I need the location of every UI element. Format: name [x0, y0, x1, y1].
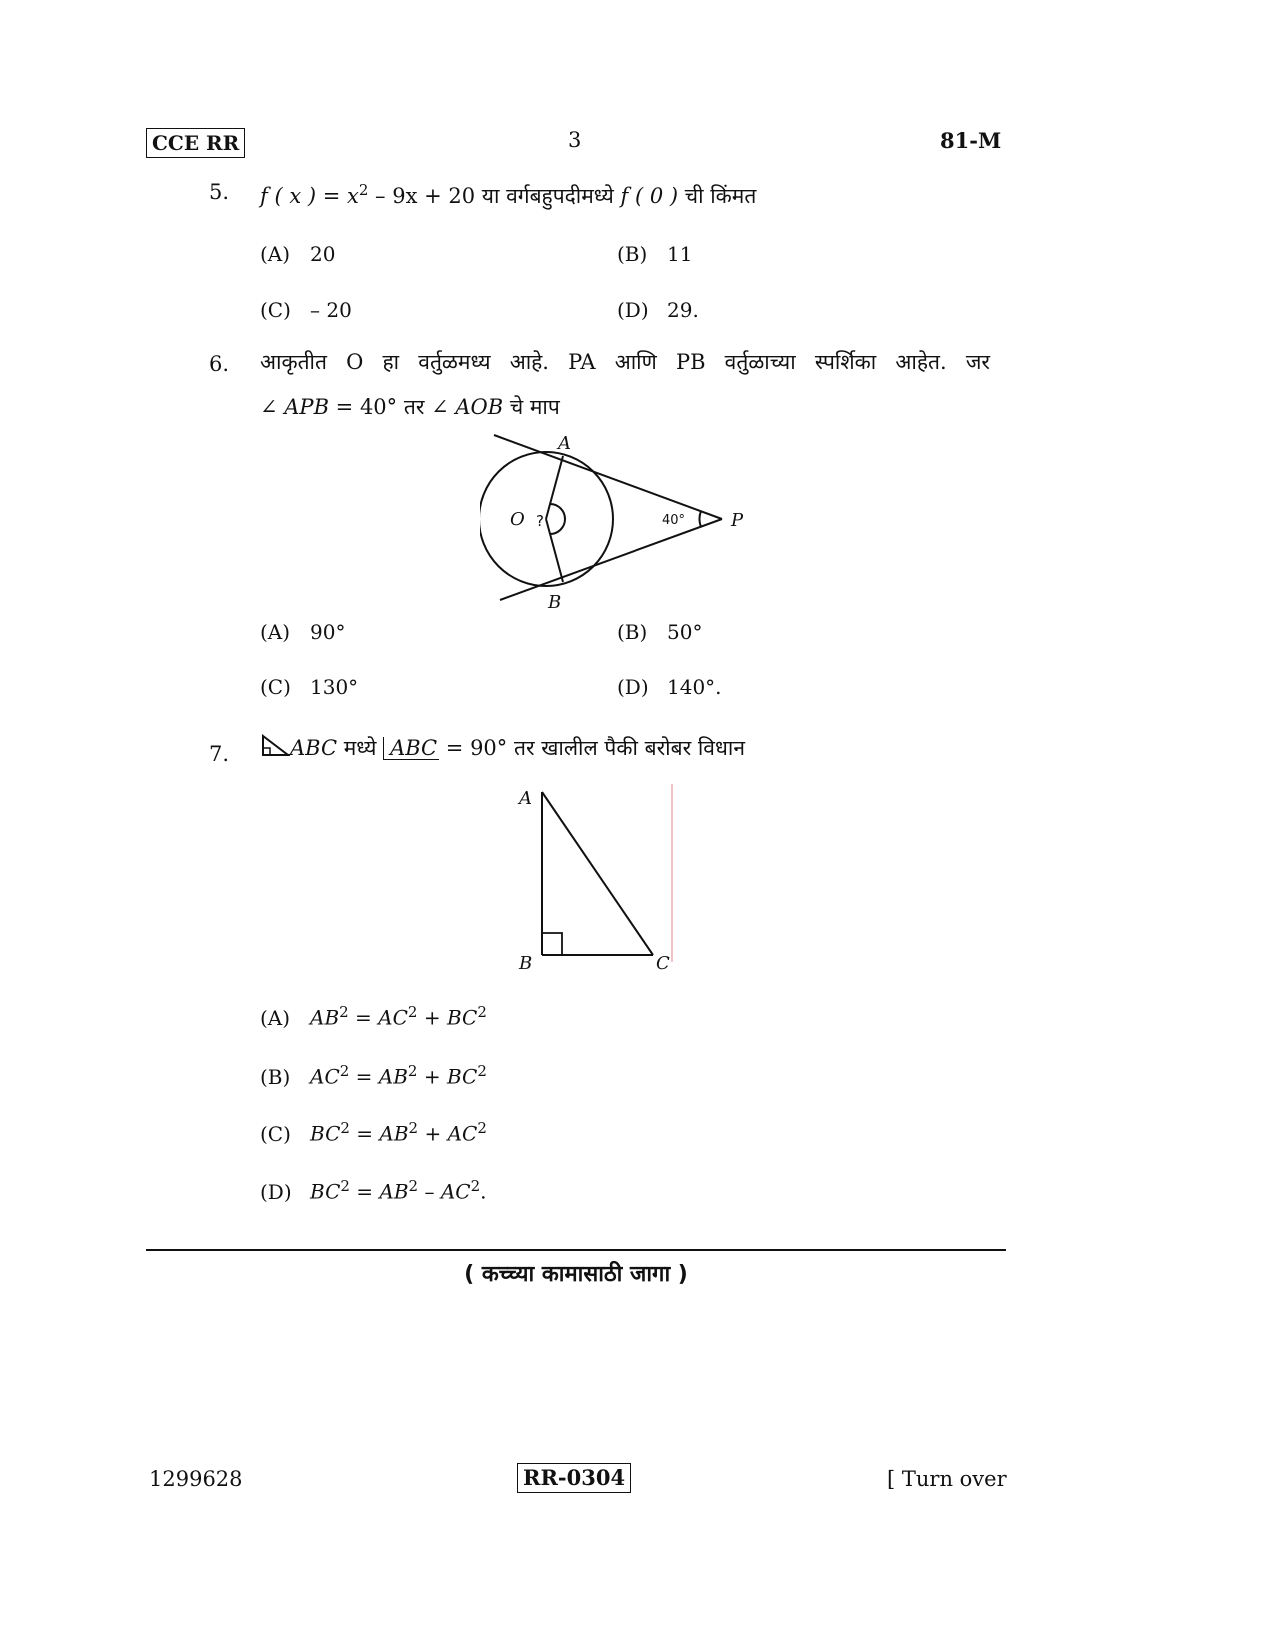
label-p: P: [731, 510, 744, 531]
q7-text: [260, 733, 745, 763]
q7-number: 7.: [209, 742, 230, 766]
q7-option-a: (A) $AB^2 = AC^2 + BC^2$: [260, 1003, 487, 1030]
q6-option-c: (C) 130°: [260, 675, 359, 699]
tangent-pa: [494, 435, 722, 519]
right-angle-mark: [542, 933, 562, 955]
q7-option-b: (B) $AC^2 = AB^2 + BC^2$: [260, 1062, 487, 1089]
header-code: CCE RR: [146, 128, 245, 158]
separator-rule: [146, 1249, 1006, 1251]
q5-text: [260, 175, 756, 211]
q5-sup: 2: [358, 181, 369, 199]
q5-text-end: ची किंमत: [678, 184, 757, 208]
footer-paper-code: RR-0304: [517, 1463, 631, 1493]
q6-text-line2: [260, 392, 560, 422]
q6-number: 6.: [209, 352, 230, 376]
angle-arc-o: [550, 504, 565, 534]
q6-text-mid: = 40° तर: [329, 395, 432, 419]
q6-circle-tangent-figure: [480, 425, 760, 610]
q7-option-c: (C) $BC^2 = AB^2 + AC^2$: [260, 1119, 487, 1146]
q7-angle-abc: ABC: [383, 737, 439, 760]
paper-code: 81-M: [940, 128, 1002, 153]
q5-option-c: (C) – 20: [260, 298, 352, 322]
label-a: A: [519, 788, 532, 809]
label-o: O: [510, 509, 525, 530]
q6-angle-aob: ∠ AOB: [431, 395, 504, 419]
side-ac: [542, 792, 653, 955]
q7-option-d: (D) $BC^2 = AB^2 - AC^2$.: [260, 1177, 487, 1204]
turn-over-label: [ Turn over: [887, 1467, 1007, 1491]
q7-triangle-name: ABC: [290, 736, 338, 760]
triangle-icon: [260, 734, 290, 758]
angle-arc-p: [699, 511, 701, 527]
q6-option-b: (B) 50°: [617, 620, 703, 644]
q5-option-b: (B) 11: [617, 242, 693, 266]
q7-right-triangle-figure: [515, 780, 685, 970]
label-b: B: [548, 592, 562, 610]
q5-text-mid: – 9x + 20 या वर्गबहुपदीमध्ये: [368, 184, 621, 208]
label-a: A: [558, 433, 571, 454]
label-b: B: [519, 953, 533, 970]
label-angle-40: 40°: [662, 513, 686, 528]
page-number: 3: [568, 128, 582, 152]
q5-number: 5.: [209, 180, 230, 204]
q6-text-line1: आकृतीत O हा वर्तुळमध्य आहे. PA आणि PB वर्तुळाच्या स्पर्शिका आहेत. जर: [260, 350, 990, 374]
q5-expr: f ( x ) = x: [260, 184, 359, 208]
q6-text-end: चे माप: [503, 395, 560, 419]
q6-option-d: (D) 140°.: [617, 675, 722, 699]
q5-f0: f ( 0 ): [620, 184, 679, 208]
q7-text-end: = 90° तर खालील पैकी बरोबर विधान: [439, 736, 745, 760]
label-c: C: [656, 953, 670, 970]
label-question: ?: [536, 512, 544, 530]
q6-angle-apb: ∠ APB: [260, 395, 329, 419]
q7-text-mid: मध्ये: [337, 736, 384, 760]
rough-work-label: ( कच्च्या कामासाठी जागा ): [464, 1262, 688, 1287]
q6-option-a: (A) 90°: [260, 620, 346, 644]
q5-option-d: (D) 29.: [617, 298, 699, 322]
footer-code: 1299628: [149, 1467, 243, 1491]
q5-option-a: (A) 20: [260, 242, 336, 266]
